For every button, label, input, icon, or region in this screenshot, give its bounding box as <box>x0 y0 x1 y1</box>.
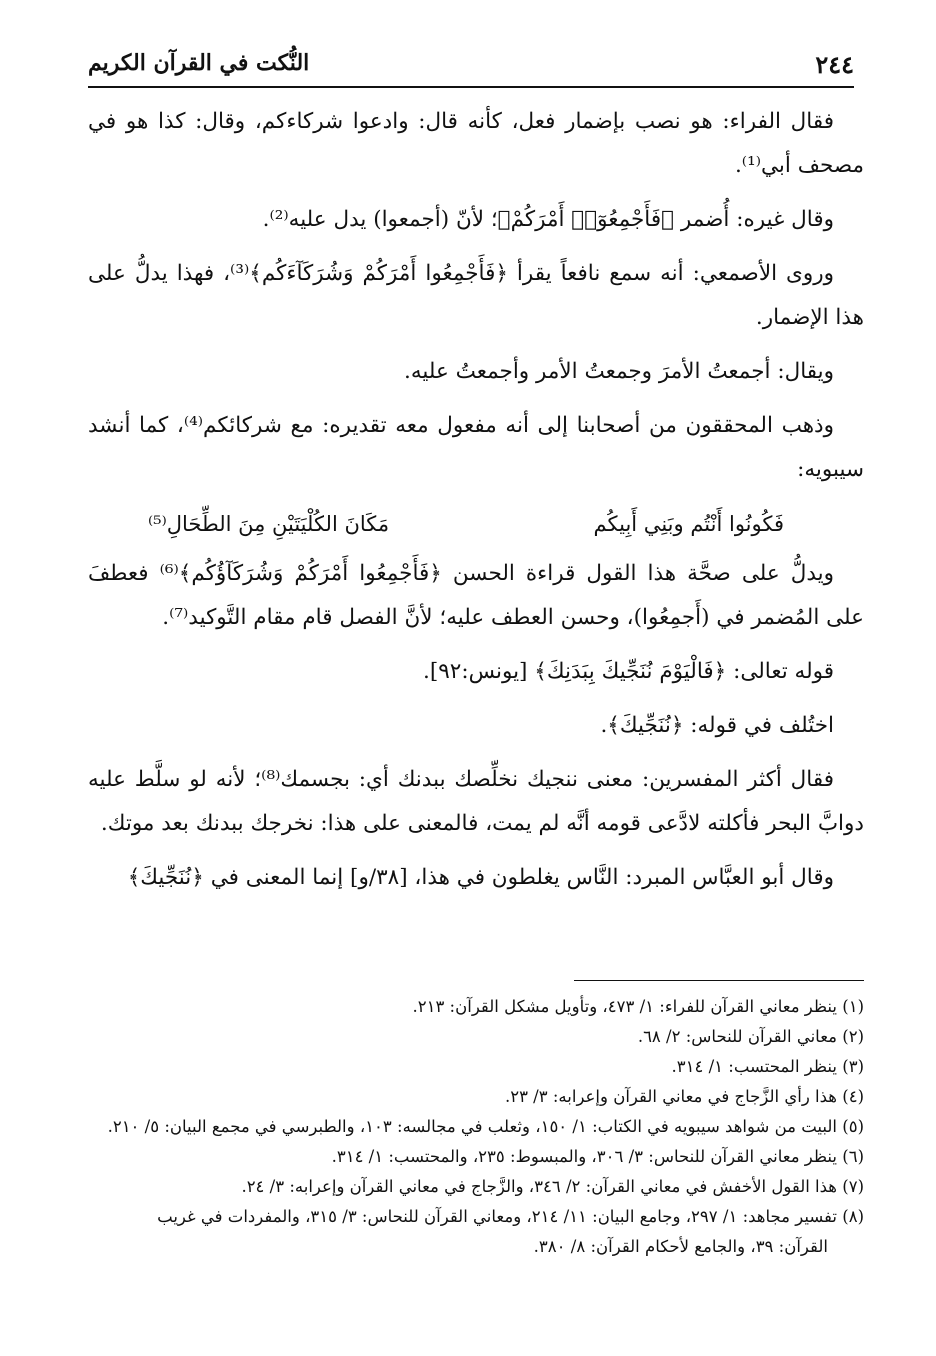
footnote: (٢) معاني القرآن للنحاس: ٢/ ٦٨. <box>637 1027 864 1046</box>
footnote: (١) ينظر معاني القرآن للفراء: ١/ ٤٧٣، وتأويل مشكل القرآن: ٢١٣. <box>412 997 864 1016</box>
paragraph: وقال غيره: أُضمر ﴿فَأَجْمِعُوٓا۟ أَمْرَكُمْ﴾؛ لأنّ (أجمعوا) يدل عليه⁽²⁾. <box>262 207 834 232</box>
running-title: النُّكت في القرآن الكريم <box>88 50 310 76</box>
paragraph: وروى الأصمعي: أنه سمع نافعاً يقرأ ﴿فَأَجْمِعُوا أَمْرَكُمْ وَشُرَكَآءَكُم﴾⁽³⁾، فهذا يدلُّ على هذا الإضمار. <box>88 261 864 330</box>
header-rule <box>88 86 854 88</box>
paragraph: ويدلُّ على صحَّة هذا القول قراءة الحسن ﴿فَأَجْمِعُوا أَمْرَكُمْ وَشُرَكَآؤُكُم﴾⁽⁶⁾ فعطفَ على المُضمر في (أَجمِعُوا)، وحسن العطف عليه؛ لأنَّ الفصل قام مقام التَّوكيد⁽⁷⁾. <box>88 561 864 630</box>
paragraph: فقال أكثر المفسرين: معنى ننجيك نخلِّصك ببدنك أي: بجسمك⁽⁸⁾؛ لأنه لو سلَّط عليه دوابَّ البحر فأكلته لادَّعى قومه أنَّه لم يمت، فالمعنى على هذا: نخرجك ببدنك بعد موتك. <box>88 767 864 836</box>
paragraph: وقال أبو العبَّاس المبرد: النَّاس يغلطون في هذا، [٣٨/و] إنما المعنى في ﴿نُنَجِّيكَ﴾ <box>127 865 834 890</box>
paragraph: قوله تعالى: ﴿فَالْيَوْمَ نُنَجِّيكَ بِبَدَنِكَ﴾ [يونس:٩٢]. <box>422 659 834 684</box>
footnote: (٧) هذا القول الأخفش في معاني القرآن: ٢/ ٣٤٦، والزَّجاج في معاني القرآن وإعرابه: ٣/ ٢٤. <box>241 1177 864 1196</box>
paragraph: وذهب المحققون من أصحابنا إلى أنه مفعول معه تقديره: مع شركائكم⁽⁴⁾، كما أنشد سيبويه: <box>88 413 864 482</box>
verse-first-hemistich: فَكُونُوا أَنْتُم وبَنِي أَبِيكُم <box>593 512 784 536</box>
paragraph: فقال الفراء: هو نصب بإضمار فعل، كأنه قال: وادعوا شركاءكم، وقال: كذا هو في مصحف أبي⁽¹⁾. <box>88 109 864 178</box>
footnote: (٨) تفسير مجاهد: ١/ ٢٩٧، وجامع البيان: ١١/ ٢١٤، ومعاني القرآن للنحاس: ٣/ ٣١٥، والمفردات في غريب <box>157 1207 864 1226</box>
footnote-separator <box>574 980 864 981</box>
footnote-continuation: القرآن: ٣٩، والجامع لأحكام القرآن: ٨/ ٣٨٠. <box>533 1237 828 1256</box>
main-text <box>88 100 864 910</box>
paragraph: اختُلف في قوله: ﴿نُنَجِّيكَ﴾. <box>600 713 834 738</box>
footnotes <box>92 992 864 1262</box>
verse-second-hemistich: مَكَانَ الكُلْيَتَيْنِ مِنَ الطِّحَالِ⁽⁵⁾ <box>148 512 390 536</box>
poetry-verse <box>88 502 864 546</box>
footnote: (٦) ينظر معاني القرآن للنحاس: ٣/ ٣٠٦، والمبسوط: ٢٣٥، والمحتسب: ١/ ٣١٤. <box>331 1147 864 1166</box>
footnote: (٥) البيت من شواهد سيبويه في الكتاب: ١/ ١٥٠، وثعلب في مجالسه: ١٠٣، والطبرسي في مجمع البيان: ٥/ ٢١٠. <box>107 1117 864 1136</box>
footnote: (٣) ينظر المحتسب: ١/ ٣١٤. <box>671 1057 864 1076</box>
paragraph: ويقال: أجمعتُ الأمرَ وجمعتُ الأمر وأجمعتُ عليه. <box>403 359 834 384</box>
page-header <box>88 46 854 86</box>
page-number: ٢٤٤ <box>815 50 854 79</box>
footnote: (٤) هذا رأي الزَّجاج في معاني القرآن وإعرابه: ٣/ ٢٣. <box>504 1087 864 1106</box>
